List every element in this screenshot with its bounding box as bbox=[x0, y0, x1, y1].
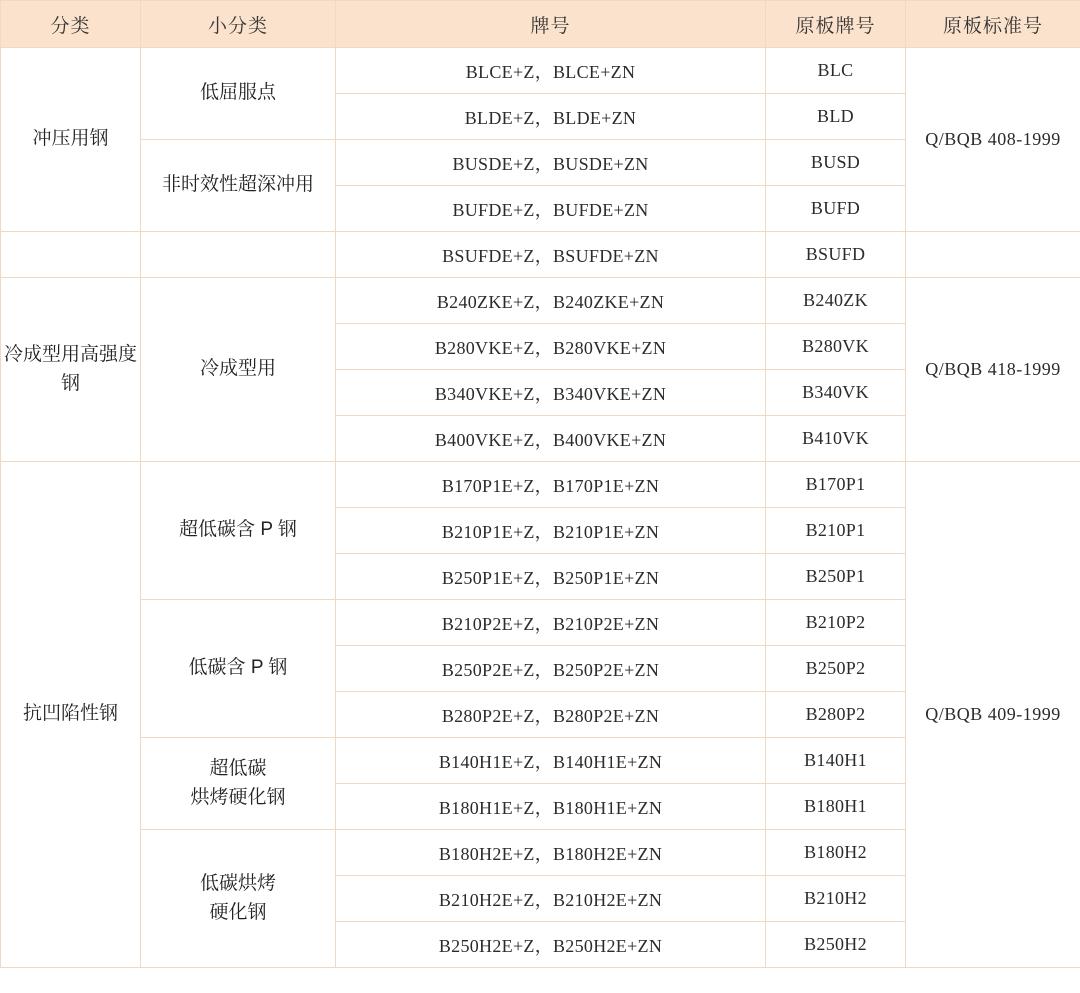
cell-grade: B140H1E+Z，B140H1E+ZN bbox=[336, 738, 766, 784]
cell-base-standard: Q/BQB 418-1999 bbox=[906, 278, 1080, 462]
cell-base-grade: B410VK bbox=[766, 416, 906, 462]
cell-base-grade: B250P1 bbox=[766, 554, 906, 600]
cell-base-grade: B170P1 bbox=[766, 462, 906, 508]
column-header-subcategory: 小分类 bbox=[141, 1, 336, 48]
cell-subcategory: 低碳烘烤 硬化钢 bbox=[141, 830, 336, 968]
cell-base-grade: B210P2 bbox=[766, 600, 906, 646]
cell-subcategory: 超低碳含 P 钢 bbox=[141, 462, 336, 600]
cell-base-grade: B240ZK bbox=[766, 278, 906, 324]
cell-base-grade: BLD bbox=[766, 94, 906, 140]
cell-grade: BUSDE+Z，BUSDE+ZN bbox=[336, 140, 766, 186]
cell-subcategory: 超低碳 烘烤硬化钢 bbox=[141, 738, 336, 830]
cell-grade: B340VKE+Z，B340VKE+ZN bbox=[336, 370, 766, 416]
cell-grade: BLDE+Z，BLDE+ZN bbox=[336, 94, 766, 140]
cell-base-standard bbox=[906, 232, 1080, 278]
cell-grade: B240ZKE+Z，B240ZKE+ZN bbox=[336, 278, 766, 324]
cell-base-grade: B250H2 bbox=[766, 922, 906, 968]
cell-base-grade: B180H2 bbox=[766, 830, 906, 876]
cell-base-grade: BUSD bbox=[766, 140, 906, 186]
cell-subcategory bbox=[141, 232, 336, 278]
cell-grade: B400VKE+Z，B400VKE+ZN bbox=[336, 416, 766, 462]
cell-grade: B210P1E+Z，B210P1E+ZN bbox=[336, 508, 766, 554]
table-row bbox=[1, 462, 1080, 508]
cell-subcategory: 低碳含 P 钢 bbox=[141, 600, 336, 738]
cell-grade: BLCE+Z，BLCE+ZN bbox=[336, 48, 766, 94]
cell-base-grade: B340VK bbox=[766, 370, 906, 416]
cell-grade: B250P1E+Z，B250P1E+ZN bbox=[336, 554, 766, 600]
column-header-base-grade: 原板牌号 bbox=[766, 1, 906, 48]
cell-base-grade: BLC bbox=[766, 48, 906, 94]
column-header-category: 分类 bbox=[1, 1, 141, 48]
table-row bbox=[1, 48, 1080, 94]
cell-grade: B170P1E+Z，B170P1E+ZN bbox=[336, 462, 766, 508]
column-header-base-standard: 原板标准号 bbox=[906, 1, 1080, 48]
cell-subcategory: 低屈服点 bbox=[141, 48, 336, 140]
cell-grade: BUFDE+Z，BUFDE+ZN bbox=[336, 186, 766, 232]
cell-category: 冷成型用高强度钢 bbox=[1, 278, 141, 462]
table-body bbox=[1, 48, 1080, 968]
cell-base-grade: BSUFD bbox=[766, 232, 906, 278]
cell-base-grade: B210P1 bbox=[766, 508, 906, 554]
cell-base-grade: B280VK bbox=[766, 324, 906, 370]
cell-base-grade: B180H1 bbox=[766, 784, 906, 830]
cell-base-grade: B250P2 bbox=[766, 646, 906, 692]
cell-grade: B280VKE+Z，B280VKE+ZN bbox=[336, 324, 766, 370]
cell-category: 冲压用钢 bbox=[1, 48, 141, 232]
table-row bbox=[1, 232, 1080, 278]
cell-category bbox=[1, 232, 141, 278]
column-header-grade: 牌号 bbox=[336, 1, 766, 48]
cell-base-grade: BUFD bbox=[766, 186, 906, 232]
table-header bbox=[1, 1, 1080, 48]
cell-subcategory: 非时效性超深冲用 bbox=[141, 140, 336, 232]
cell-grade: B210P2E+Z，B210P2E+ZN bbox=[336, 600, 766, 646]
cell-base-grade: B210H2 bbox=[766, 876, 906, 922]
cell-grade: B180H1E+Z，B180H1E+ZN bbox=[336, 784, 766, 830]
cell-grade: B180H2E+Z，B180H2E+ZN bbox=[336, 830, 766, 876]
cell-base-grade: B140H1 bbox=[766, 738, 906, 784]
table-row bbox=[1, 278, 1080, 324]
cell-category: 抗凹陷性钢 bbox=[1, 462, 141, 968]
cell-base-grade: B280P2 bbox=[766, 692, 906, 738]
cell-grade: B250H2E+Z，B250H2E+ZN bbox=[336, 922, 766, 968]
cell-grade: B210H2E+Z，B210H2E+ZN bbox=[336, 876, 766, 922]
cell-base-standard: Q/BQB 409-1999 bbox=[906, 462, 1080, 968]
cell-grade: B250P2E+Z，B250P2E+ZN bbox=[336, 646, 766, 692]
cell-grade: B280P2E+Z，B280P2E+ZN bbox=[336, 692, 766, 738]
cell-grade: BSUFDE+Z，BSUFDE+ZN bbox=[336, 232, 766, 278]
cell-base-standard: Q/BQB 408-1999 bbox=[906, 48, 1080, 232]
cell-subcategory: 冷成型用 bbox=[141, 278, 336, 462]
table-header-row bbox=[1, 1, 1080, 48]
